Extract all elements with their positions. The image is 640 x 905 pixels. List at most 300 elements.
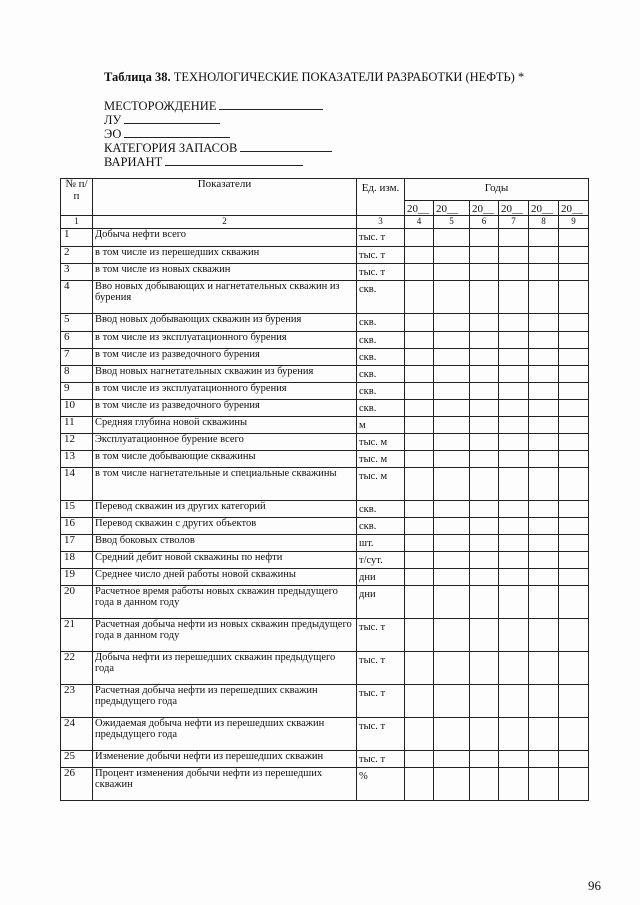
row-number: 20	[61, 585, 93, 618]
row-number: 22	[61, 651, 93, 684]
year-value-cell	[434, 433, 470, 450]
column-number: 4	[405, 216, 434, 229]
year-value-cell	[529, 534, 559, 551]
row-indicator: Среднее число дней работы новой скважины	[93, 568, 357, 585]
year-value-cell	[405, 313, 434, 331]
row-number: 24	[61, 717, 93, 750]
table-row	[61, 348, 589, 365]
row-indicator: в том числе из разведочного бурения	[93, 348, 357, 365]
table-row	[61, 750, 589, 767]
year-value-cell	[434, 717, 470, 750]
row-number: 15	[61, 500, 93, 517]
row-number: 7	[61, 348, 93, 365]
year-value-cell	[470, 618, 499, 651]
year-value-cell	[470, 228, 499, 246]
year-value-cell	[559, 365, 589, 382]
year-value-cell	[470, 348, 499, 365]
table-title-text: ТЕХНОЛОГИЧЕСКИЕ ПОКАЗАТЕЛИ РАЗРАБОТКИ (НЕФТЬ) *	[170, 70, 525, 84]
table-row	[61, 467, 589, 500]
year-value-cell	[470, 651, 499, 684]
row-number: 4	[61, 280, 93, 313]
year-value-cell	[434, 534, 470, 551]
row-number: 6	[61, 331, 93, 348]
row-number: 19	[61, 568, 93, 585]
row-indicator: Добыча нефти всего	[93, 228, 357, 246]
year-value-cell	[529, 399, 559, 416]
year-value-cell	[434, 450, 470, 467]
field-variant	[104, 154, 303, 169]
row-indicator: в том числе из перешедших скважин	[93, 246, 357, 263]
year-value-cell	[499, 534, 529, 551]
year-value-cell	[499, 280, 529, 313]
year-value-cell	[499, 467, 529, 500]
row-number: 10	[61, 399, 93, 416]
row-unit: тыс. т	[357, 651, 405, 684]
row-indicator: Ввод новых нагнетательных скважин из бурения	[93, 365, 357, 382]
year-value-cell	[559, 263, 589, 280]
field-deposit-blank	[219, 98, 323, 110]
year-value-cell	[529, 684, 559, 717]
year-value-cell	[559, 348, 589, 365]
page-number: 96	[588, 878, 601, 893]
year-value-cell	[405, 467, 434, 500]
row-indicator: в том числе из эксплуатационного бурения	[93, 382, 357, 399]
year-value-cell	[434, 263, 470, 280]
table-row	[61, 433, 589, 450]
year-value-cell	[499, 263, 529, 280]
row-indicator: Перевод скважин с других объектов	[93, 517, 357, 534]
field-deposit-label: МЕСТОРОЖДЕНИЕ	[104, 99, 217, 113]
row-indicator: Эксплуатационное бурение всего	[93, 433, 357, 450]
year-value-cell	[559, 450, 589, 467]
year-value-cell	[559, 717, 589, 750]
table-row	[61, 450, 589, 467]
year-value-cell	[559, 280, 589, 313]
year-cell: 20__	[470, 201, 499, 216]
year-value-cell	[499, 382, 529, 399]
field-variant-label: ВАРИАНТ	[104, 155, 163, 169]
table-row	[61, 500, 589, 517]
year-value-cell	[434, 551, 470, 568]
row-unit: м	[357, 416, 405, 433]
row-unit: скв.	[357, 399, 405, 416]
row-indicator: Изменение добычи нефти из перешедших скважин	[93, 750, 357, 767]
year-value-cell	[470, 551, 499, 568]
year-value-cell	[559, 568, 589, 585]
year-value-cell	[529, 263, 559, 280]
row-indicator: Добыча нефти из перешедших скважин предыдущего года	[93, 651, 357, 684]
year-value-cell	[499, 433, 529, 450]
year-value-cell	[499, 416, 529, 433]
table-row	[61, 534, 589, 551]
year-value-cell	[559, 651, 589, 684]
year-value-cell	[559, 618, 589, 651]
year-value-cell	[559, 331, 589, 348]
year-value-cell	[434, 246, 470, 263]
column-number: 9	[559, 216, 589, 229]
row-indicator: Ожидаемая добыча нефти из перешедших скважин предыдущего года	[93, 717, 357, 750]
field-reserves-category-blank	[240, 140, 332, 152]
year-value-cell	[499, 365, 529, 382]
row-indicator: Расчетная добыча нефти из новых скважин предыдущего года в данном году	[93, 618, 357, 651]
year-value-cell	[405, 416, 434, 433]
year-value-cell	[470, 450, 499, 467]
year-value-cell	[405, 568, 434, 585]
year-value-cell	[434, 280, 470, 313]
row-unit: дни	[357, 585, 405, 618]
table-row	[61, 280, 589, 313]
year-value-cell	[499, 500, 529, 517]
table-row	[61, 568, 589, 585]
year-value-cell	[499, 684, 529, 717]
year-value-cell	[434, 568, 470, 585]
table-title-number: Таблица 38.	[104, 70, 171, 84]
row-number: 5	[61, 313, 93, 331]
year-cell: 20__	[499, 201, 529, 216]
row-number: 14	[61, 467, 93, 500]
year-value-cell	[559, 585, 589, 618]
row-unit: тыс. т	[357, 246, 405, 263]
year-value-cell	[434, 467, 470, 500]
year-value-cell	[499, 767, 529, 800]
row-unit: тыс. т	[357, 228, 405, 246]
year-value-cell	[499, 450, 529, 467]
field-lu	[104, 112, 220, 127]
indicators-table	[60, 178, 589, 801]
row-unit: %	[357, 767, 405, 800]
row-indicator: Процент изменения добычи нефти из перешедших скважин	[93, 767, 357, 800]
row-unit: скв.	[357, 348, 405, 365]
header-num: № п/п	[61, 179, 93, 216]
table-row	[61, 551, 589, 568]
row-unit: скв.	[357, 517, 405, 534]
year-cell: 20__	[529, 201, 559, 216]
year-value-cell	[405, 684, 434, 717]
table-row	[61, 767, 589, 800]
year-value-cell	[434, 618, 470, 651]
year-value-cell	[529, 750, 559, 767]
year-value-cell	[559, 313, 589, 331]
year-value-cell	[434, 416, 470, 433]
year-value-cell	[559, 500, 589, 517]
year-value-cell	[499, 331, 529, 348]
year-value-cell	[470, 750, 499, 767]
year-value-cell	[405, 651, 434, 684]
row-indicator: Средняя глубина новой скважины	[93, 416, 357, 433]
field-lu-label: ЛУ	[104, 113, 122, 127]
year-value-cell	[470, 331, 499, 348]
year-value-cell	[499, 399, 529, 416]
column-number: 5	[434, 216, 470, 229]
year-value-cell	[405, 450, 434, 467]
year-value-cell	[405, 399, 434, 416]
row-indicator: в том числе из новых скважин	[93, 263, 357, 280]
row-unit: тыс. м	[357, 467, 405, 500]
year-value-cell	[499, 348, 529, 365]
year-value-cell	[529, 551, 559, 568]
row-number: 2	[61, 246, 93, 263]
year-value-cell	[470, 246, 499, 263]
table-row	[61, 246, 589, 263]
year-cell: 20__	[559, 201, 589, 216]
row-indicator: Расчетное время работы новых скважин предыдущего года в данном году	[93, 585, 357, 618]
year-value-cell	[470, 517, 499, 534]
row-number: 26	[61, 767, 93, 800]
table-row	[61, 517, 589, 534]
year-value-cell	[405, 246, 434, 263]
year-value-cell	[434, 517, 470, 534]
year-value-cell	[470, 717, 499, 750]
year-value-cell	[499, 750, 529, 767]
year-value-cell	[529, 331, 559, 348]
year-value-cell	[529, 450, 559, 467]
column-number: 1	[61, 216, 93, 229]
row-indicator: Ввод боковых стволов	[93, 534, 357, 551]
row-unit: тыс. м	[357, 433, 405, 450]
year-value-cell	[434, 750, 470, 767]
year-value-cell	[434, 228, 470, 246]
year-value-cell	[559, 399, 589, 416]
year-value-cell	[405, 228, 434, 246]
field-deposit	[104, 98, 323, 113]
row-number: 9	[61, 382, 93, 399]
table-row	[61, 717, 589, 750]
year-value-cell	[405, 585, 434, 618]
row-unit: дни	[357, 568, 405, 585]
table-row	[61, 684, 589, 717]
row-indicator: Расчетная добыча нефти из перешедших скважин предыдущего года	[93, 684, 357, 717]
row-indicator: Ввод новых добывающих скважин из бурения	[93, 313, 357, 331]
year-value-cell	[470, 585, 499, 618]
year-value-cell	[405, 331, 434, 348]
year-value-cell	[499, 228, 529, 246]
row-number: 21	[61, 618, 93, 651]
table-row	[61, 399, 589, 416]
field-eo-label: ЭО	[104, 127, 122, 141]
year-value-cell	[470, 684, 499, 717]
year-value-cell	[405, 767, 434, 800]
year-value-cell	[499, 585, 529, 618]
year-value-cell	[470, 433, 499, 450]
row-number: 13	[61, 450, 93, 467]
year-value-cell	[434, 382, 470, 399]
row-indicator: Средний дебит новой скважины по нефти	[93, 551, 357, 568]
year-value-cell	[529, 313, 559, 331]
year-value-cell	[529, 467, 559, 500]
year-value-cell	[405, 348, 434, 365]
year-value-cell	[434, 500, 470, 517]
year-value-cell	[470, 399, 499, 416]
year-value-cell	[499, 313, 529, 331]
year-value-cell	[559, 551, 589, 568]
year-value-cell	[405, 717, 434, 750]
year-value-cell	[405, 280, 434, 313]
year-value-cell	[529, 618, 559, 651]
row-unit: скв.	[357, 313, 405, 331]
year-value-cell	[470, 365, 499, 382]
year-value-cell	[434, 365, 470, 382]
year-value-cell	[529, 280, 559, 313]
year-value-cell	[470, 568, 499, 585]
year-value-cell	[559, 684, 589, 717]
table-row	[61, 228, 589, 246]
row-number: 18	[61, 551, 93, 568]
year-value-cell	[559, 767, 589, 800]
row-indicator: в том числе добывающие скважины	[93, 450, 357, 467]
row-unit: тыс. т	[357, 618, 405, 651]
year-value-cell	[529, 433, 559, 450]
row-unit: тыс. м	[357, 450, 405, 467]
year-value-cell	[405, 618, 434, 651]
row-number: 25	[61, 750, 93, 767]
row-unit: т/сут.	[357, 551, 405, 568]
row-number: 11	[61, 416, 93, 433]
row-indicator: в том числе из разведочного бурения	[93, 399, 357, 416]
year-value-cell	[434, 331, 470, 348]
year-value-cell	[559, 750, 589, 767]
year-value-cell	[405, 382, 434, 399]
year-value-cell	[470, 416, 499, 433]
column-number: 2	[93, 216, 357, 229]
field-reserves-category-label: КАТЕГОРИЯ ЗАПАСОВ	[104, 141, 238, 155]
table-row	[61, 585, 589, 618]
year-value-cell	[499, 551, 529, 568]
row-number: 17	[61, 534, 93, 551]
column-number: 7	[499, 216, 529, 229]
field-variant-blank	[165, 154, 303, 166]
header-unit: Ед. изм.	[357, 179, 405, 216]
year-value-cell	[559, 246, 589, 263]
year-value-cell	[470, 467, 499, 500]
year-cell: 20__	[434, 201, 470, 216]
year-value-cell	[405, 500, 434, 517]
field-lu-blank	[124, 112, 220, 124]
year-value-cell	[470, 767, 499, 800]
table-row	[61, 365, 589, 382]
year-value-cell	[434, 767, 470, 800]
table-title	[104, 70, 524, 85]
year-value-cell	[529, 348, 559, 365]
year-value-cell	[499, 717, 529, 750]
row-number: 3	[61, 263, 93, 280]
table-row	[61, 416, 589, 433]
year-value-cell	[434, 348, 470, 365]
year-value-cell	[529, 228, 559, 246]
year-value-cell	[405, 517, 434, 534]
table-row	[61, 313, 589, 331]
year-value-cell	[559, 416, 589, 433]
year-value-cell	[499, 246, 529, 263]
header-indicators: Показатели	[93, 179, 357, 216]
year-value-cell	[529, 365, 559, 382]
year-value-cell	[559, 382, 589, 399]
year-value-cell	[529, 767, 559, 800]
row-unit: скв.	[357, 331, 405, 348]
row-unit: тыс. т	[357, 684, 405, 717]
table-row	[61, 651, 589, 684]
year-value-cell	[559, 517, 589, 534]
year-value-cell	[529, 416, 559, 433]
table-row	[61, 331, 589, 348]
year-value-cell	[434, 651, 470, 684]
table-row	[61, 382, 589, 399]
row-number: 12	[61, 433, 93, 450]
row-indicator: в том числе из эксплуатационного бурения	[93, 331, 357, 348]
row-indicator: Перевод скважин из других категорий	[93, 500, 357, 517]
year-value-cell	[529, 382, 559, 399]
year-value-cell	[529, 717, 559, 750]
field-eo	[104, 126, 230, 141]
row-unit: скв.	[357, 382, 405, 399]
row-number: 1	[61, 228, 93, 246]
year-value-cell	[559, 534, 589, 551]
year-cell: 20__	[405, 201, 434, 216]
year-value-cell	[434, 585, 470, 618]
year-value-cell	[470, 534, 499, 551]
year-value-cell	[405, 551, 434, 568]
year-value-cell	[405, 750, 434, 767]
year-value-cell	[434, 684, 470, 717]
field-reserves-category	[104, 140, 332, 155]
table-row	[61, 618, 589, 651]
row-unit: скв.	[357, 280, 405, 313]
row-unit: шт.	[357, 534, 405, 551]
row-number: 8	[61, 365, 93, 382]
year-value-cell	[529, 568, 559, 585]
year-value-cell	[529, 585, 559, 618]
year-value-cell	[559, 228, 589, 246]
row-number: 16	[61, 517, 93, 534]
row-number: 23	[61, 684, 93, 717]
year-value-cell	[470, 280, 499, 313]
year-value-cell	[559, 467, 589, 500]
year-value-cell	[405, 433, 434, 450]
header-years: Годы	[405, 179, 589, 201]
row-unit: тыс. т	[357, 263, 405, 280]
row-indicator: Вво новых добывающих и нагнетательных скважин из бурения	[93, 280, 357, 313]
year-value-cell	[434, 399, 470, 416]
row-indicator: в том числе нагнетательные и специальные скважины	[93, 467, 357, 500]
year-value-cell	[499, 651, 529, 684]
row-unit: скв.	[357, 365, 405, 382]
table-row	[61, 263, 589, 280]
column-number: 8	[529, 216, 559, 229]
year-value-cell	[470, 313, 499, 331]
year-value-cell	[529, 517, 559, 534]
row-unit: скв.	[357, 500, 405, 517]
column-numbers-row	[61, 216, 589, 229]
year-value-cell	[470, 263, 499, 280]
column-number: 6	[470, 216, 499, 229]
column-number: 3	[357, 216, 405, 229]
year-value-cell	[499, 618, 529, 651]
year-value-cell	[470, 500, 499, 517]
year-value-cell	[405, 365, 434, 382]
year-value-cell	[559, 433, 589, 450]
year-value-cell	[470, 382, 499, 399]
year-value-cell	[529, 500, 559, 517]
year-value-cell	[499, 517, 529, 534]
field-eo-blank	[124, 126, 230, 138]
year-value-cell	[434, 313, 470, 331]
row-unit: тыс. т	[357, 717, 405, 750]
row-unit: тыс. т	[357, 750, 405, 767]
year-value-cell	[529, 246, 559, 263]
year-value-cell	[405, 534, 434, 551]
year-value-cell	[405, 263, 434, 280]
year-value-cell	[529, 651, 559, 684]
year-value-cell	[499, 568, 529, 585]
